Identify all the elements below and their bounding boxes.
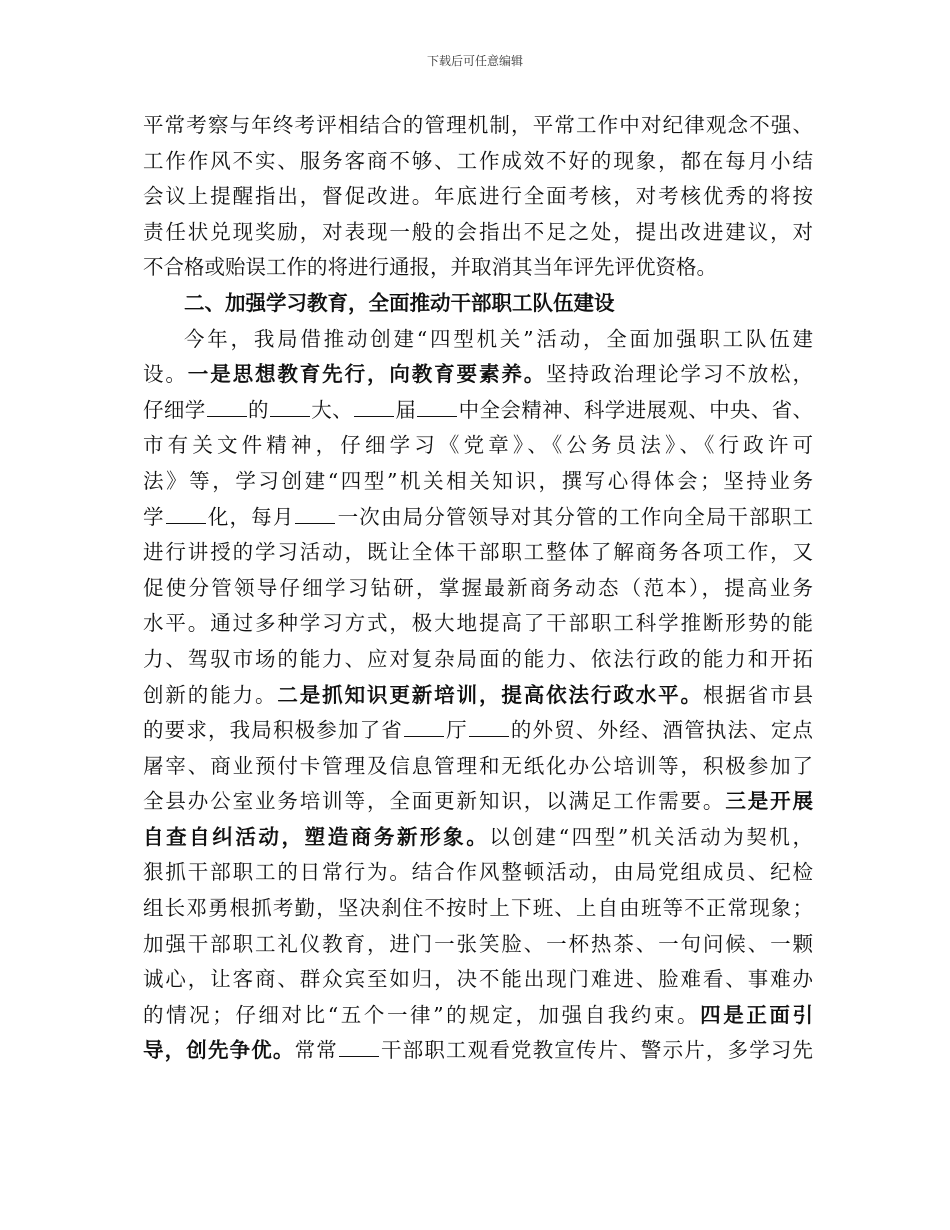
text-run: 责任状兑现奖励，对表现一般的会指出不足之处，提出改进建议，对 (143, 219, 813, 244)
paragraph-line (143, 855, 813, 891)
bold-run: 二是抓知识更新培训，提高依法行政水平。 (277, 682, 703, 707)
text-run: 促使分管领导仔细学习钻研，掌握最新商务动态（范本），提高业务 (143, 575, 813, 600)
text-run: 水平。通过多种学习方式，极大地提高了干部职工科学推断形势的能 (143, 611, 813, 636)
text-run: 届 (395, 397, 417, 422)
blank-underline (270, 394, 310, 417)
paragraph-line (143, 500, 813, 536)
blank-underline (166, 501, 206, 524)
page-header: 下载后可任意编辑 (426, 54, 523, 68)
paragraph-line (143, 962, 813, 998)
bold-run: 导，创先争优。 (143, 1038, 295, 1063)
blank-underline (295, 501, 335, 524)
blank-underline (207, 394, 247, 417)
text-run: 大、 (310, 397, 353, 422)
text-run: 厅 (444, 718, 468, 743)
text-run: 工作作风不实、服务客商不够、工作成效不好的现象，都在每月小结 (143, 148, 813, 173)
paragraph-line (143, 891, 813, 927)
bold-run: 一是思想教育先行，向教育要素养。 (187, 362, 547, 387)
text-run: 创新的能力。 (143, 682, 278, 707)
text-run: 干部职工观看党教宣传片、警示片，多学习先 (379, 1038, 813, 1063)
text-run: 常常 (294, 1038, 338, 1063)
text-run: 以创建“四型”机关活动为契机， (489, 824, 813, 849)
text-run: 坚持政治理论学习不放松， (546, 362, 813, 387)
paragraph-line (143, 1033, 813, 1069)
text-run: 加强干部职工礼仪教育，进门一张笑脸、一杯热茶、一句问候、一颗 (143, 931, 813, 956)
paragraph-line (143, 535, 813, 571)
blank-underline (417, 394, 457, 417)
section-heading (143, 286, 813, 322)
paragraph-line (143, 927, 813, 963)
paragraph-line (143, 784, 813, 820)
paragraph-line (143, 571, 813, 607)
text-run: 化，每月 (206, 504, 295, 529)
paragraph-line (143, 322, 813, 358)
text-run: 一次由局分管领导对其分管的工作向全局干部职工 (336, 504, 813, 529)
text-run: 屠宰、商业预付卡管理及信息管理和无纸化办公培训等，积极参加了 (143, 753, 813, 778)
text-run: 力、驾驭市场的能力、应对复杂局面的能力、依法行政的能力和开拓 (143, 646, 813, 671)
text-run: 中全会精神、科学进展观、中央、省、 (458, 397, 813, 422)
document-body (143, 108, 813, 1069)
text-run: 根据省市县 (702, 682, 813, 707)
text-run: 市有关文件精神，仔细学习《党章》、《公务员法》、《行政许可 (143, 433, 813, 458)
blank-underline (339, 1035, 379, 1058)
bold-run: 自查自纠活动，塑造商务新形象。 (143, 824, 490, 849)
paragraph-line (143, 642, 813, 678)
text-run: 平常考察与年终考评相结合的管理机制，平常工作中对纪律观念不强、 (143, 113, 813, 137)
text-run: 不合格或贻误工作的将进行通报，并取消其当年评先评优资格。 (143, 255, 717, 280)
text-run: 仔细学 (143, 397, 206, 422)
text-run: 设。 (143, 362, 188, 387)
text-run: 学 (143, 504, 165, 529)
paragraph-line (143, 179, 813, 215)
text-run: 的 (247, 397, 269, 422)
paragraph-line (143, 713, 813, 749)
text-run: 狠抓干部职工的日常行为。结合作风整顿活动，由局党组成员、纪检 (143, 860, 813, 885)
blank-underline (354, 394, 394, 417)
text-run: 的外贸、外经、酒管执法、定点 (509, 718, 813, 743)
heading-text: 二、加强学习教育，全面推动干部职工队伍建设 (184, 290, 615, 315)
paragraph-line (143, 108, 813, 144)
text-run: 会议上提醒指出，督促改进。年底进行全面考核，对考核优秀的将按 (143, 184, 813, 209)
text-run: 组长邓勇根抓考勤，坚决刹住不按时上下班、上自由班等不正常现象； (143, 896, 813, 921)
bold-run: 四是正面引 (700, 1002, 813, 1027)
paragraph-line (143, 357, 813, 393)
paragraph-line (143, 428, 813, 464)
blank-underline (404, 715, 444, 738)
paragraph-line (143, 820, 813, 856)
text-run: 全县办公室业务培训等，全面更新知识，以满足工作需要。 (143, 789, 726, 814)
text-run: 诚心，让客商、群众宾至如归，决不能出现门难进、脸难看、事难办 (143, 967, 813, 992)
paragraph-line (143, 250, 813, 286)
paragraph-line (143, 215, 813, 251)
paragraph-line (143, 678, 813, 714)
paragraph-line (143, 144, 813, 180)
paragraph-line (143, 464, 813, 500)
paragraph-line (143, 749, 813, 785)
text-run: 今年，我局借推动创建“四型机关”活动，全面加强职工队伍建 (184, 326, 813, 351)
bold-run: 三是开展 (725, 789, 813, 814)
paragraph-line (143, 393, 813, 429)
text-run: 法》等，学习创建“四型”机关相关知识，撰写心得体会；坚持业务 (143, 468, 813, 493)
blank-underline (469, 715, 509, 738)
paragraph-line (143, 606, 813, 642)
text-run: 的情况；仔细对比“五个一律”的规定，加强自我约束。 (143, 1002, 701, 1027)
text-run: 进行讲授的学习活动，既让全体干部职工整体了解商务各项工作，又 (143, 540, 813, 565)
paragraph-line (143, 998, 813, 1034)
text-run: 的要求，我局积极参加了省 (143, 718, 403, 743)
